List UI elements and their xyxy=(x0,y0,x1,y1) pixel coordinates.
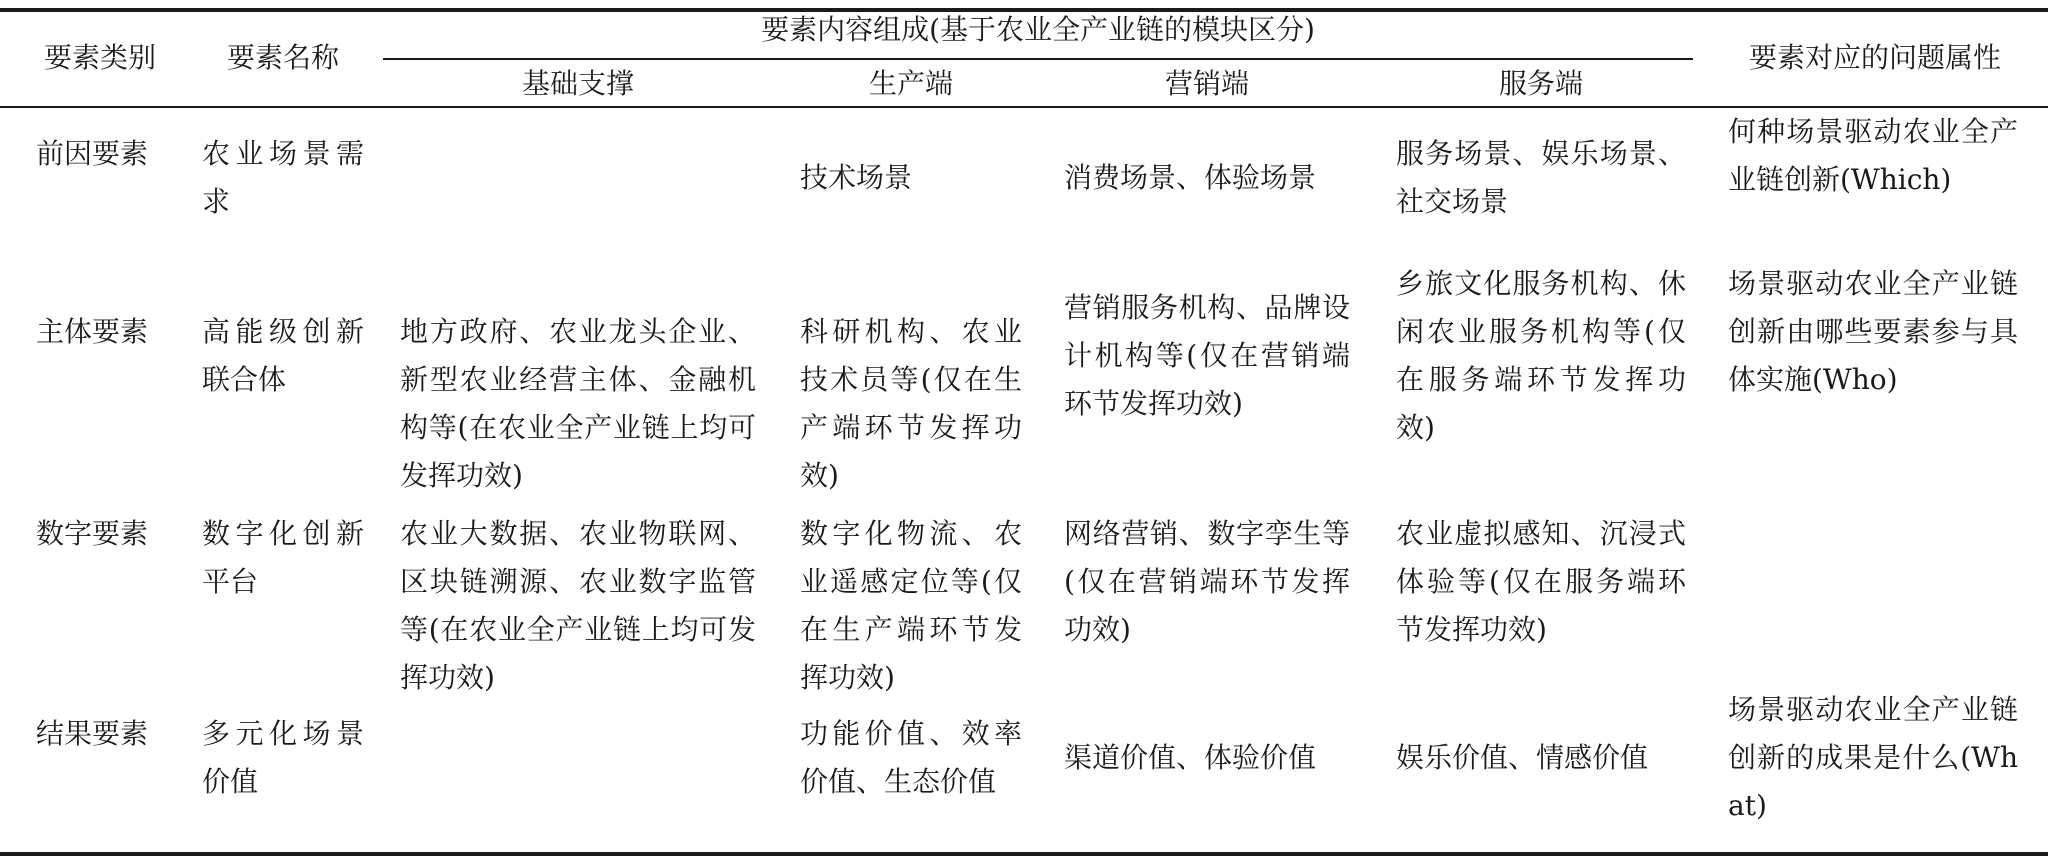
row-category: 前因要素 xyxy=(36,137,149,170)
row-marketing: 渠道价值、体验价值 xyxy=(1064,741,1317,774)
row-marketing: 营销服务机构、品牌设计机构等(仅在营销端环节发挥功效) xyxy=(1064,291,1350,420)
row-service: 乡旅文化服务机构、休闲农业服务机构等(仅在服务端环节发挥功效) xyxy=(1396,267,1686,444)
row-attribute: 何种场景驱动农业全产业链创新(Which) xyxy=(1728,115,2018,196)
header-group-rule xyxy=(383,58,1693,60)
row-marketing: 网络营销、数字孪生等(仅在营销端环节发挥功效) xyxy=(1064,517,1350,646)
row-name: 数字化创新平台 xyxy=(202,517,364,598)
row-service: 农业虚拟感知、沉浸式体验等(仅在服务端环节发挥功效) xyxy=(1396,517,1686,646)
header-attribute: 要素对应的问题属性 xyxy=(1748,41,2001,74)
row-production: 数字化物流、农业遥感定位等(仅在生产端环节发挥功效) xyxy=(800,517,1022,694)
row-production: 科研机构、农业技术员等(仅在生产端环节发挥功效) xyxy=(800,315,1022,492)
row-production: 功能价值、效率价值、生态价值 xyxy=(800,717,1022,798)
row-production: 技术场景 xyxy=(800,161,913,194)
header-name: 要素名称 xyxy=(226,41,339,74)
row-attribute: 场景驱动农业全产业链创新由哪些要素参与具体实施(Who) xyxy=(1728,267,2018,396)
row-base: 地方政府、农业龙头企业、新型农业经营主体、金融机构等(在农业全产业链上均可发挥功效) xyxy=(400,315,756,492)
row-category: 数字要素 xyxy=(36,517,149,550)
row-service: 娱乐价值、情感价值 xyxy=(1396,741,1649,774)
row-category: 主体要素 xyxy=(36,315,149,348)
header-marketing: 营销端 xyxy=(1164,67,1249,100)
header-group-title: 要素内容组成(基于农业全产业链的模块区分) xyxy=(761,13,1315,46)
header-category: 要素类别 xyxy=(43,41,156,74)
header-production: 生产端 xyxy=(868,67,953,100)
row-name: 农业场景需求 xyxy=(202,137,364,218)
table-bottom-rule xyxy=(0,852,2048,856)
row-base: 农业大数据、农业物联网、区块链溯源、农业数字监管等(在农业全产业链上均可发挥功效) xyxy=(400,517,756,694)
row-attribute: 场景驱动农业全产业链创新的成果是什么(What) xyxy=(1728,693,2018,822)
header-base: 基础支撑 xyxy=(521,67,634,100)
row-marketing: 消费场景、体验场景 xyxy=(1064,161,1317,194)
row-category: 结果要素 xyxy=(36,717,149,750)
row-service: 服务场景、娱乐场景、社交场景 xyxy=(1396,137,1686,218)
header-service: 服务端 xyxy=(1498,67,1583,100)
row-name: 高能级创新联合体 xyxy=(202,315,364,396)
row-name: 多元化场景价值 xyxy=(202,717,364,798)
